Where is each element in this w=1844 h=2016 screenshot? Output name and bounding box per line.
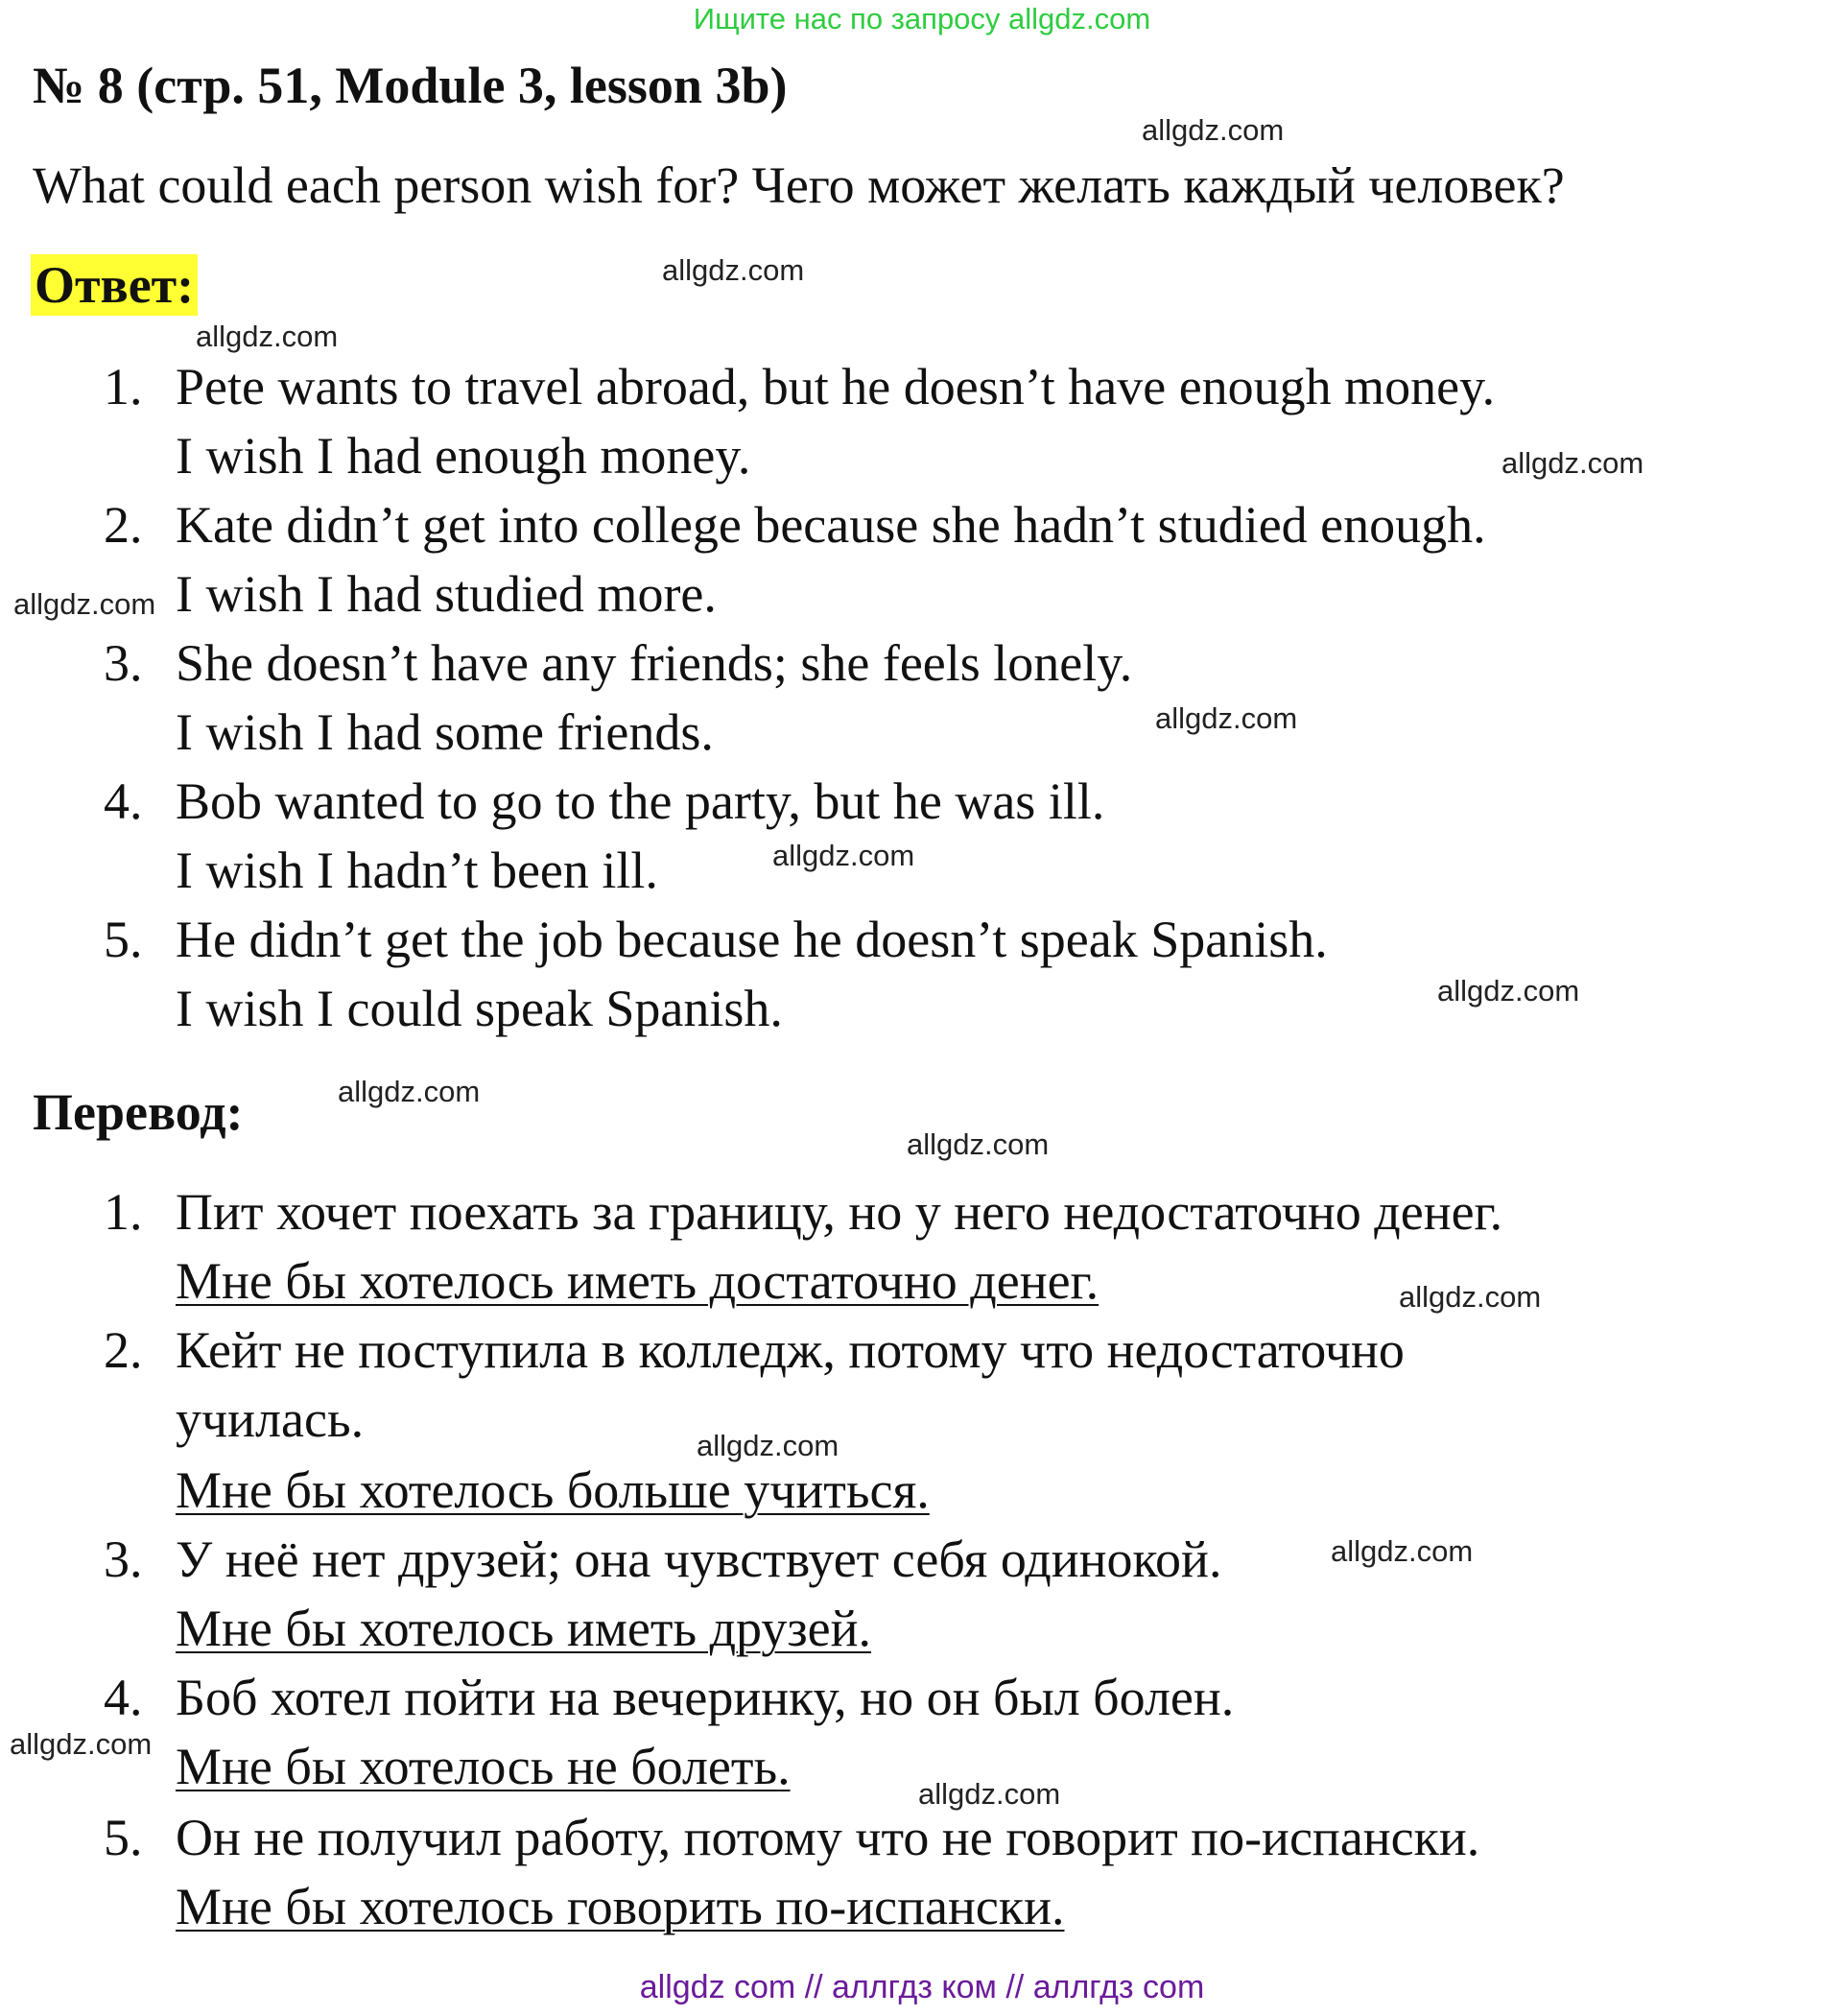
- watermark: allgdz.com: [697, 1429, 839, 1462]
- top-banner: Ищите нас по запросу allgdz.com: [693, 2, 1151, 36]
- translation-number: 1.: [104, 1183, 143, 1241]
- translation-number: 2.: [104, 1321, 143, 1379]
- page-title: № 8 (стр. 51, Module 3, lesson 3b): [33, 57, 788, 114]
- answer-wish: I wish I had some friends.: [176, 703, 714, 761]
- answer-sentence: He didn’t get the job because he doesn’t speak Spanish.: [176, 911, 1328, 968]
- translation-wish: Мне бы хотелось иметь достаточно денег.: [176, 1252, 1099, 1310]
- translation-wish: Мне бы хотелось не болеть.: [176, 1738, 791, 1795]
- answer-sentence: She doesn’t have any friends; she feels lonely.: [176, 634, 1133, 692]
- answer-wish: I wish I hadn’t been ill.: [176, 842, 658, 899]
- watermark: allgdz.com: [907, 1127, 1050, 1161]
- translation-number: 3.: [104, 1530, 143, 1588]
- translation-sentence-cont: училась.: [176, 1390, 365, 1448]
- answer-sentence: Pete wants to travel abroad, but he doesn’t have enough money.: [176, 358, 1496, 415]
- answer-sentence: Kate didn’t get into college because she hadn’t studied enough.: [176, 496, 1486, 554]
- translation-sentence: У неё нет друзей; она чувствует себя одинокой.: [176, 1530, 1222, 1588]
- watermark: allgdz.com: [13, 587, 156, 621]
- translation-wish: Мне бы хотелось говорить по-испански.: [176, 1878, 1065, 1935]
- translation-heading: Перевод:: [33, 1083, 244, 1141]
- task-text: What could each person wish for? Чего может желать каждый человек?: [33, 156, 1565, 214]
- translation-sentence: Кейт не поступила в колледж, потому что недостаточно: [176, 1321, 1405, 1379]
- watermark: allgdz.com: [918, 1777, 1061, 1811]
- watermark: allgdz.com: [196, 320, 339, 353]
- watermark: allgdz.com: [772, 839, 915, 872]
- answer-sentence: Bob wanted to go to the party, but he was ill.: [176, 772, 1105, 830]
- watermark: allgdz.com: [1331, 1534, 1474, 1568]
- watermark: allgdz.com: [662, 253, 805, 287]
- translation-number: 4.: [104, 1669, 143, 1726]
- answer-wish: I wish I had studied more.: [176, 565, 717, 623]
- footer: allgdz com // аллгдз ком // аллгдз com: [639, 1969, 1205, 2005]
- answer-number: 5.: [104, 911, 143, 968]
- answer-number: 4.: [104, 772, 143, 830]
- watermark: allgdz.com: [1501, 446, 1644, 480]
- watermark: allgdz.com: [338, 1075, 481, 1108]
- answer-number: 1.: [104, 358, 143, 415]
- answer-wish: I wish I had enough money.: [176, 427, 751, 485]
- watermark: allgdz.com: [10, 1727, 153, 1761]
- answer-number: 3.: [104, 634, 143, 692]
- translation-number: 5.: [104, 1809, 143, 1866]
- translation-wish: Мне бы хотелось больше учиться.: [176, 1461, 930, 1519]
- translation-sentence: Боб хотел пойти на вечеринку, но он был болен.: [176, 1669, 1235, 1726]
- watermark: allgdz.com: [1437, 974, 1580, 1008]
- answer-number: 2.: [104, 496, 143, 554]
- answer-wish: I wish I could speak Spanish.: [176, 980, 783, 1037]
- watermark: allgdz.com: [1399, 1280, 1542, 1314]
- answer-heading: Ответ:: [31, 254, 198, 316]
- watermark: allgdz.com: [1142, 113, 1285, 147]
- watermark: allgdz.com: [1155, 701, 1298, 735]
- translation-sentence: Он не получил работу, потому что не говорит по-испански.: [176, 1809, 1480, 1866]
- translation-wish: Мне бы хотелось иметь друзей.: [176, 1600, 872, 1657]
- translation-sentence: Пит хочет поехать за границу, но у него недостаточно денег.: [176, 1183, 1503, 1241]
